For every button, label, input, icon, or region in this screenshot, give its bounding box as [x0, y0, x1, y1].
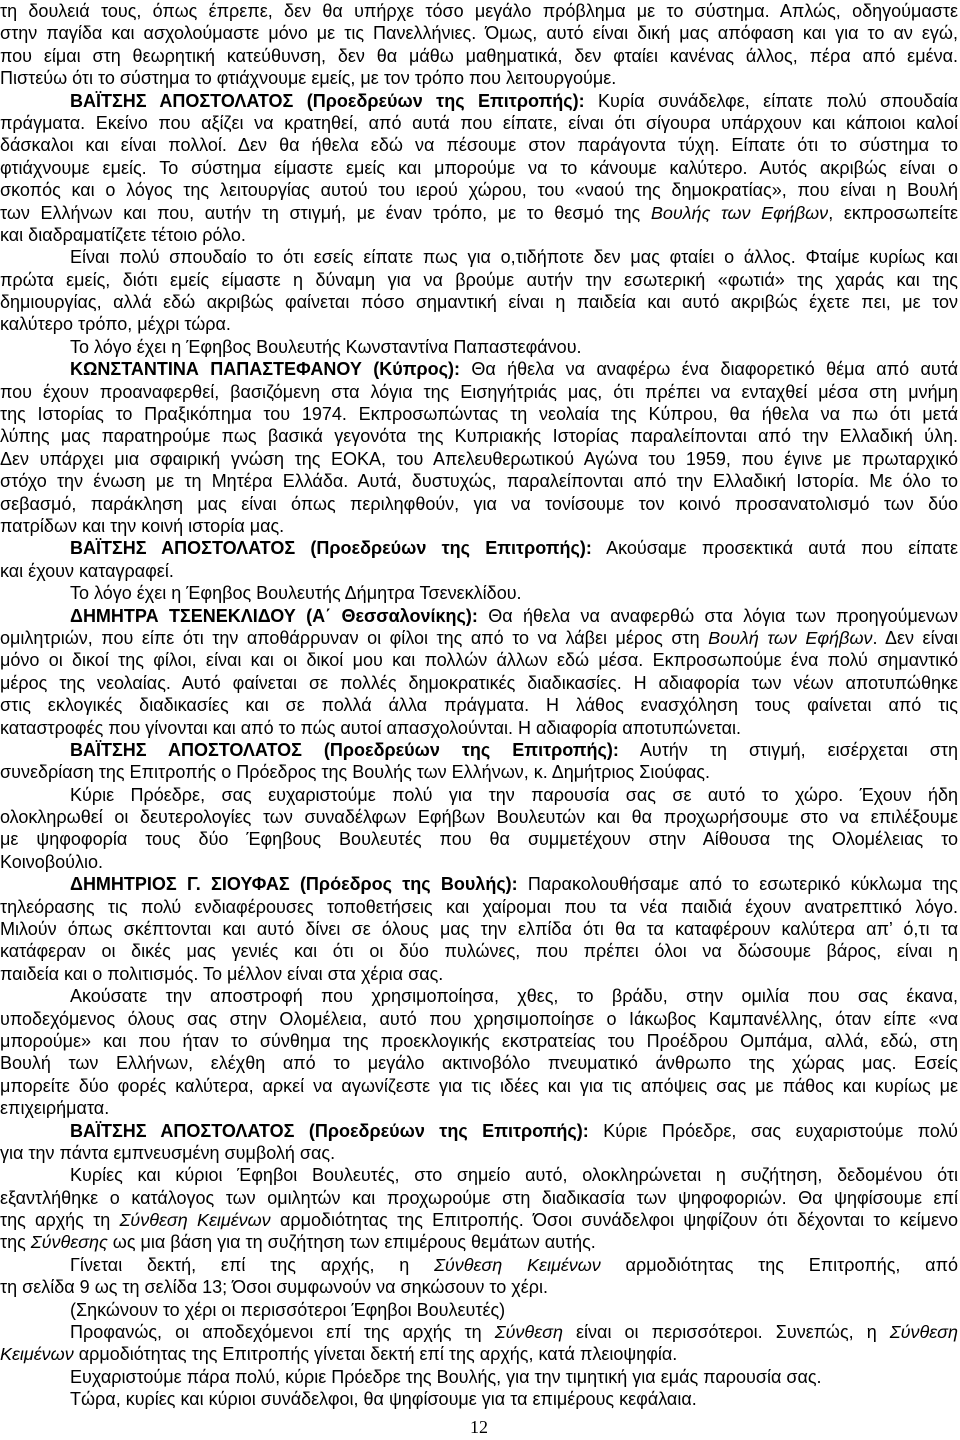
text-run: πατρίδων και την κοινή ιστορία μας. — [0, 515, 285, 536]
paragraph — [0, 873, 958, 985]
text-run: μόνο οι δικοί της φίλοι, είναι και οι δικοί μου και πολλών άλλων εδώ μέσα. Εκπροσωπούμε ένα πολύ σημαντικό — [0, 650, 958, 671]
text-run: Ακούσατε την αποστροφή που χρησιμοποίησα, χθες, το βράδυ, στην ομιλία που σας έκανα, — [70, 986, 958, 1007]
emphasis-text: Σύνθεση — [494, 1322, 563, 1343]
text-run: Παρακολουθήσαμε από το εσωτερικό κύκλωμα της — [517, 874, 958, 895]
text-line — [0, 739, 958, 761]
text-line — [0, 582, 958, 604]
paragraph — [0, 1164, 958, 1254]
text-run: τη σελίδα 9 ως τη σελίδα 13; Όσοι συμφωνούν να σηκώσουν το χέρι. — [0, 1277, 548, 1298]
text-line — [0, 1052, 958, 1074]
paragraph — [0, 1366, 958, 1388]
text-run: και έχουν καταγραφεί. — [0, 560, 174, 581]
text-line — [0, 873, 958, 895]
text-run: και διαδραματίζετε τέτοιο ρόλο. — [0, 224, 246, 245]
text-line — [0, 940, 958, 962]
text-run: μπορούμε» και που ήταν το σύνθημα της προεκλογικής εκστρατείας του Προέδρου Ομπάμα, αλλά, εδώ, στη — [0, 1030, 958, 1051]
text-run: αρμοδιότητας της Επιτροπής, από — [600, 1254, 958, 1275]
text-line — [0, 1097, 958, 1119]
text-line — [0, 784, 958, 806]
text-run: για την πάντα εμπνευσμένη συμβολή σας. — [0, 1142, 336, 1163]
text-run: των Ελλήνων και που, αυτήν τη στιγμή, με έναν τρόπο, με το θεσμό της — [0, 202, 651, 223]
paragraph — [0, 246, 958, 336]
text-run: αρμοδιότητας της Επιτροπής γίνεται δεκτή επί της αρχής, κατά πλειοψηφία. — [73, 1344, 678, 1365]
text-line — [0, 134, 958, 156]
paragraph — [0, 1254, 958, 1299]
text-line — [0, 1142, 958, 1164]
text-run: που είμαι στη θεωρητική κατεύθυνση, δεν θα μάθω μαθηματικά, δεν φταίει κανένας άλλος, πέρα από εμένα. — [0, 45, 958, 66]
text-line — [0, 605, 958, 627]
text-run: ολοκληρωθεί οι δευτερολογίες των συναδέλφων Εφήβων Βουλευτών και θα προχωρήσουμε στο να επιλέξουμε — [0, 807, 958, 828]
text-run: Βουλή των Ελλήνων, ελέχθη από το μεγάλο ακτινοβόλο πνευματικό άνθρωπο της χώρας μας. Εσείς — [0, 1053, 958, 1074]
text-run: Κύριε Πρόεδρε, σας ευχαριστούμε πολύ για την παρουσία σας σε αυτό το χώρο. Έχουν ήδη — [70, 784, 958, 805]
text-run: εξαντλήθηκε ο κατάλογος των ομιλητών και προχωρούμε στη διαδικασία των ψηφοφοριών. Θα ψηφίσουμε επί — [0, 1187, 958, 1208]
text-line — [0, 224, 958, 246]
text-run: , εκπροσωπείτε — [828, 202, 958, 223]
text-run: τη δουλειά τους, όπως έπρεπε, δεν θα υπήρχε τόσο μεγάλο πρόβλημα με το σύστημα. Απλώς, οδηγούμαστε — [0, 1, 958, 21]
text-run: της — [0, 1232, 31, 1253]
text-line — [0, 1254, 958, 1276]
text-line — [0, 381, 958, 403]
text-line — [0, 202, 958, 224]
text-line — [0, 515, 958, 537]
text-run: είναι οι περισσότεροι. Συνεπώς, η — [562, 1322, 890, 1343]
text-line — [0, 112, 958, 134]
speaker-label: ΔΗΜΗΤΡΑ ΤΣΕΝΕΚΛΙΔΟΥ (Α΄ Θεσσαλονίκης): — [70, 605, 478, 626]
text-run: Ακούσαμε προσεκτικά αυτά που είπατε — [591, 538, 958, 559]
text-line — [0, 1008, 958, 1030]
text-line — [0, 560, 958, 582]
text-line — [0, 313, 958, 335]
text-line — [0, 985, 958, 1007]
text-run: καταστροφές που γίνονται και από το πώς αυτοί απασχολούνται. Η αδιαφορία αποτυπώνεται. — [0, 717, 741, 738]
emphasis-text: Βουλή των Εφήβων — [708, 627, 873, 648]
text-line — [0, 269, 958, 291]
text-run: σκοπός και ο λόγος της λειτουργίας αυτού του ιερού χώρου, του «ναού της δημοκρατίας», που είναι η Βουλή — [0, 180, 958, 201]
text-run: Δεν υπάρχει μια σφαιρική γνώση της ΕΟΚΑ, του Απελευθερωτικού Αγώνα του 1959, που έγινε με πρωταρχικό — [0, 448, 958, 469]
text-run: μέρος της νεολαίας. Αυτό φαίνεται σε πολλές δημοκρατικές διαδικασίες. Η αδιαφορία των νέων αποτυπώθηκε — [0, 672, 958, 693]
emphasis-text: Σύνθεση — [889, 1322, 958, 1343]
emphasis-text: Σύνθεση Κειμένων — [434, 1254, 601, 1275]
text-run: ομιλητριών, που είπε ότι την αποθάρρυναν οι φίλοι της από το να λάβει μέρος στη — [0, 627, 709, 648]
speaker-label: ΒΑΪΤΣΗΣ ΑΠΟΣΤΟΛΑΤΟΣ (Προεδρεύων της Επιτροπής): — [70, 538, 592, 559]
text-run: . Δεν είναι — [872, 627, 958, 648]
paragraph-continuation — [0, 0, 958, 90]
paragraph — [0, 1388, 958, 1410]
paragraph — [0, 985, 958, 1119]
text-line — [0, 1276, 958, 1298]
text-line — [0, 1366, 958, 1388]
text-line — [0, 157, 958, 179]
text-run: Μιλούν όπως σκέπτονται και αυτό δίνει σε όλους μας την ελπίδα ότι θα τα καταφέρουν καλύτερα απ’ ό,τι τα — [0, 919, 958, 940]
text-line — [0, 963, 958, 985]
text-run: Τώρα, κυρίες και κύριοι συνάδελφοι, θα ψηφίσουμε για τα επιμέρους κεφάλαια. — [70, 1389, 697, 1410]
text-run: Το λόγο έχει η Έφηβος Βουλευτής Δήμητρα Τσενεκλίδου. — [70, 583, 522, 604]
paragraph — [0, 90, 958, 247]
paragraph — [0, 1120, 958, 1165]
text-run: δάσκαλοι και είναι πολλοί. Δεν θα ήθελα εδώ να πέσουμε στον παράγοντα τύχη. Είπατε ότι το σύστημα το — [0, 135, 958, 156]
text-line — [0, 717, 958, 739]
paragraph — [0, 1321, 958, 1366]
text-line — [0, 1209, 958, 1231]
text-run: επιχειρήματα. — [0, 1098, 110, 1119]
text-run: τηλεόρασης τις πολύ ενδιαφέρουσες τοποθετήσεις και χαίρομαι που τα νέα παιδιά έχουν ανατρεπτικό λόγο. — [0, 896, 958, 917]
text-run: με ψηφοφορία τους δύο Έφηβους Βουλευτές που θα συμμετέχουν στην Αίθουσα της Ολομέλειας το — [0, 829, 958, 850]
text-run: που έχουν προαναφερθεί, βασιζόμενη στα λόγια της Εισηγήτριάς μας, ότι πρέπει να ενταχθεί μέσα στη μνήμη — [0, 381, 958, 402]
text-run: Αυτήν τη στιγμή, εισέρχεται στη — [618, 739, 958, 760]
text-line — [0, 672, 958, 694]
text-line — [0, 694, 958, 716]
text-run: φτιάχνουμε εμείς. Το σύστημα είμαστε εμείς και μπορούμε να το κάνουμε καλύτερο. Αυτός ακριβώς είναι ο — [0, 157, 958, 178]
text-line — [0, 336, 958, 358]
emphasis-text: Κειμένων — [0, 1344, 74, 1365]
text-line — [0, 1075, 958, 1097]
page-number: 12 — [470, 1417, 488, 1437]
text-line — [0, 1187, 958, 1209]
text-run: στόχο την ένωση με τη Μητέρα Ελλάδα. Αυτά, δυστυχώς, παραλείπονται από την Ελλαδική Ιστορία. Με όλο το — [0, 471, 958, 492]
text-run: της αρχής τη — [0, 1210, 120, 1231]
text-line — [0, 1343, 958, 1365]
text-run: υποδεχόμενος όλους σας στην Ολομέλεια, αυτό που χρησιμοποίησε ο Ιάκωβος Καμπανέλλης, όταν είπε «να — [0, 1008, 958, 1029]
text-line — [0, 45, 958, 67]
text-line — [0, 0, 958, 22]
text-line — [0, 537, 958, 559]
text-run: ως μια βάση για τη συζήτηση των επιμέρους θεμάτων αυτής. — [107, 1232, 596, 1253]
text-run: πράγματα. Εκείνο που αξίζει να κρατηθεί, από αυτά που είπατε, είναι ότι σίγουρα υπάρχουν και κάποιοι καλοί — [0, 112, 958, 133]
text-run: Θα ήθελα να αναφερθώ στα λόγια των προηγούμενων — [477, 605, 958, 626]
speaker-label: ΒΑΪΤΣΗΣ ΑΠΟΣΤΟΛΑΤΟΣ (Προεδρεύων της Επιτροπής): — [70, 1120, 589, 1141]
text-run: (Σηκώνουν το χέρι οι περισσότεροι Έφηβοι Βουλευτές) — [70, 1299, 506, 1320]
text-line — [0, 627, 958, 649]
text-line — [0, 470, 958, 492]
text-line — [0, 291, 958, 313]
text-line — [0, 896, 958, 918]
text-line — [0, 828, 958, 850]
text-line — [0, 649, 958, 671]
speaker-label: ΒΑΪΤΣΗΣ ΑΠΟΣΤΟΛΑΤΟΣ (Προεδρεύων της Επιτροπής): — [70, 90, 585, 111]
text-run: παιδεία και ο πολιτισμός. Το μέλλον είναι στα χέρια σας. — [0, 963, 444, 984]
emphasis-text: Βουλής των Εφήβων — [650, 202, 829, 223]
text-run: αρμοδιότητας της Επιτροπής. Όσοι συνάδελφοι ψηφίζουν ότι δέχονται το κείμενο — [270, 1210, 958, 1231]
text-run: της Ιστορίας το Πραξικόπημα του 1974. Εκπροσωπώντας τη νεολαία της Κύπρου, θα ήθελα να πω ότι μετά — [0, 404, 958, 425]
emphasis-text: Σύνθεση Κειμένων — [119, 1210, 271, 1231]
speaker-label: ΔΗΜΗΤΡΙΟΣ Γ. ΣΙΟΥΦΑΣ (Πρόεδρος της Βουλής): — [70, 874, 518, 895]
text-run: σεβασμό, παράκληση μας είναι όπως περιληφθούν, για να τονίσουμε τον κοινό προσανατολισμό των δύο — [0, 493, 958, 514]
text-run: στις εκλογικές διαδικασίες και σε πολλά άλλα πράγματα. Η λάθος ενασχόληση τους φαίνεται από τις — [0, 695, 958, 716]
speaker-label: ΚΩΝΣΤΑΝΤΙΝΑ ΠΑΠΑΣΤΕΦΑΝΟΥ (Κύπρος): — [70, 359, 460, 380]
text-run: κατάφεραν οι δικές μας γενιές και ότι οι δύο πυλώνες, που πρέπει όλοι να δώσουμε βάρος, είναι η — [0, 941, 958, 962]
paragraph — [0, 582, 958, 604]
text-run: πρώτα εμείς, διότι εμείς είμαστε η δύναμη για να βρούμε αυτήν την εσωτερική «φωτιά» της χαράς και της — [0, 269, 958, 290]
text-line — [0, 179, 958, 201]
text-run: λύπης μας παρατηρούμε πως βασικά γεγονότα της Κυπριακής Ιστορίας παραλείπονται από την Ελλαδική ύλη. — [0, 426, 958, 447]
text-line — [0, 493, 958, 515]
text-run: Κυρίες και κύριοι Έφηβοι Βουλευτές, στο σημείο αυτό, ολοκληρώνεται η συζήτηση, δεδομένου ότι — [70, 1165, 958, 1186]
text-run: Ευχαριστούμε πάρα πολύ, κύριε Πρόεδρε της Βουλής, για την τιμητική για εμάς παρουσία σας. — [70, 1366, 822, 1387]
text-run: Είναι πολύ σπουδαίο το ότι εσείς είπατε πως για ο,τιδήποτε δεν μας φταίει ο άλλος. Φταίμε κυρίως και — [70, 247, 958, 268]
text-line — [0, 1164, 958, 1186]
text-line — [0, 1030, 958, 1052]
paragraph — [0, 605, 958, 739]
text-line — [0, 425, 958, 447]
text-line — [0, 90, 958, 112]
paragraph — [0, 358, 958, 537]
paragraph — [0, 336, 958, 358]
text-run: στην παγίδα και ασχολούμαστε μόνο με τις Πανελλήνιες. Όμως, αυτό είναι δική μας απόφαση και για το αν εγώ, — [0, 23, 958, 44]
text-run: Γίνεται δεκτή, επί της αρχής, η — [70, 1254, 435, 1275]
text-line — [0, 1388, 958, 1410]
emphasis-text: Σύνθεσης — [30, 1232, 108, 1253]
speaker-label: ΒΑΪΤΣΗΣ ΑΠΟΣΤΟΛΑΤΟΣ (Προεδρεύων της Επιτροπής): — [70, 739, 619, 760]
text-line — [0, 851, 958, 873]
text-line — [0, 1231, 958, 1253]
text-line — [0, 761, 958, 783]
text-run: καλύτερο τρόπο, μέχρι τώρα. — [0, 314, 231, 335]
text-run: Θα ήθελα να αναφέρω ένα διαφορετικό θέμα από αυτά — [459, 359, 958, 380]
text-run: Το λόγο έχει η Έφηβος Βουλευτής Κωνσταντίνα Παπαστεφάνου. — [70, 336, 582, 357]
text-line — [0, 448, 958, 470]
text-line — [0, 246, 958, 268]
paragraph — [0, 537, 958, 582]
text-line — [0, 806, 958, 828]
text-line — [0, 1321, 958, 1343]
paragraph — [0, 784, 958, 874]
text-run: Πιστεύω ότι το σύστημα το φτιάχνουμε εμείς, με τον τρόπο που λειτουργούμε. — [0, 68, 617, 89]
text-line — [0, 403, 958, 425]
text-line — [0, 67, 958, 89]
text-run: Κυρία συνάδελφε, είπατε πολύ σπουδαία — [584, 90, 958, 111]
text-run: συνεδρίαση της Επιτροπής ο Πρόεδρος της Βουλής των Ελλήνων, κ. Δημήτριος Σιούφας. — [0, 762, 710, 783]
text-run: Προφανώς, οι αποδεχόμενοι επί της αρχής τη — [70, 1322, 495, 1343]
text-run: Κύριε Πρόεδρε, σας ευχαριστούμε πολύ — [588, 1120, 958, 1141]
text-line — [0, 22, 958, 44]
text-line — [0, 1299, 958, 1321]
text-line — [0, 1120, 958, 1142]
text-line — [0, 358, 958, 380]
text-run: Κοινοβούλιο. — [0, 851, 104, 872]
text-run: δημιουργίας, αλλά εδώ ακριβώς φαίνεται πόσο σημαντική είναι η παιδεία και αυτό ακριβώς έχετε πει, με τον — [0, 292, 958, 313]
text-run: μπορείτε δύο φορές καλύτερα, αρκεί να αγωνίζεστε για τις ιδέες και για τις απόψεις σας με πάθος και κυρίως με — [0, 1075, 958, 1096]
paragraph — [0, 1299, 958, 1321]
text-line — [0, 918, 958, 940]
paragraph — [0, 739, 958, 784]
